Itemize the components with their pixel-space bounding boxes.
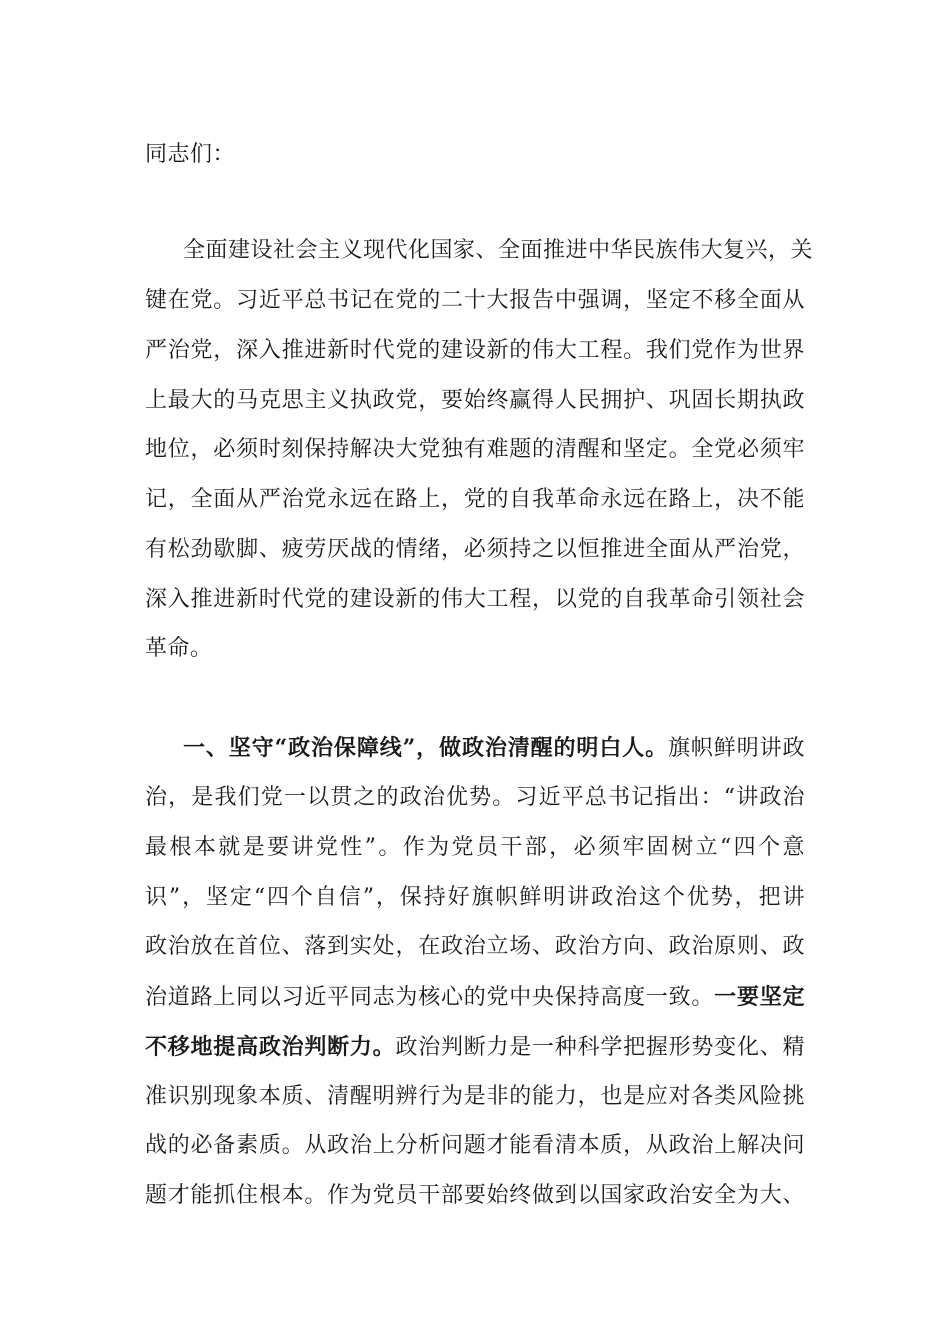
paragraph1-line-9: 革命。 [145, 636, 213, 661]
paragraph2-line-1 [183, 728, 805, 768]
paragraph2-line-6 [145, 977, 805, 1017]
paragraph2-line-7-normal: 政治判断力是一种科学把握形势变化、精 [395, 1035, 805, 1060]
paragraph2-line-10: 题才能抓住根本。作为党员干部要始终做到以国家政治安全为大、 [145, 1183, 805, 1208]
paragraph2-line-6-normal: 治道路上同以习近平同志为核心的党中央保持高度一致。 [145, 985, 715, 1010]
point-one-heading-end: 不移地提高政治判断力。 [145, 1034, 396, 1060]
paragraph2-line-3: 最根本就是要讲党性”。作为党员干部，必须牢固树立“四个意 [145, 835, 805, 860]
paragraph2-line-9: 战的必备素质。从政治上分析问题才能看清本质，从政治上解决问 [145, 1133, 805, 1158]
paragraph2-line-8: 准识别现象本质、清醒明辨行为是非的能力，也是应对各类风险挑 [145, 1084, 805, 1109]
paragraph1-line-7: 有松劲歇脚、疲劳厌战的情绪，必须持之以恒推进全面从严治党， [145, 537, 805, 562]
point-one-heading-start: 一要坚定 [714, 984, 805, 1010]
paragraph2-line-5: 政治放在首位、落到实处，在政治立场、政治方向、政治原则、政 [145, 934, 805, 959]
paragraph2-line-4: 识”，坚定“四个自信”，保持好旗帜鲜明讲政治这个优势，把讲 [145, 885, 805, 910]
paragraph1-line-2: 键在党。习近平总书记在党的二十大报告中强调，坚定不移全面从 [145, 288, 805, 313]
paragraph2-line-2: 治，是我们党一以贯之的政治优势。习近平总书记指出：“讲政治 [145, 785, 805, 810]
paragraph2-line-7 [145, 1027, 805, 1067]
paragraph1-line-4: 上最大的马克思主义执政党，要始终赢得人民拥护、巩固长期执政 [145, 388, 805, 413]
paragraph1-line-1: 全面建设社会主义现代化国家、全面推进中华民族伟大复兴，关 [183, 238, 814, 263]
paragraph1-line-3: 严治党，深入推进新时代党的建设新的伟大工程。我们党作为世界 [145, 338, 805, 363]
greeting: 同志们： [145, 142, 236, 167]
section-heading: 一、坚守“政治保障线”，做政治清醒的明白人。 [183, 735, 669, 761]
paragraph2-line-1-rest: 旗帜鲜明讲政 [668, 736, 805, 761]
paragraph1-line-5: 地位，必须时刻保持解决大党独有难题的清醒和坚定。全党必须牢 [145, 437, 805, 462]
paragraph1-line-6: 记，全面从严治党永远在路上，党的自我革命永远在路上，决不能 [145, 487, 805, 512]
paragraph1-line-8: 深入推进新时代党的建设新的伟大工程，以党的自我革命引领社会 [145, 587, 805, 612]
